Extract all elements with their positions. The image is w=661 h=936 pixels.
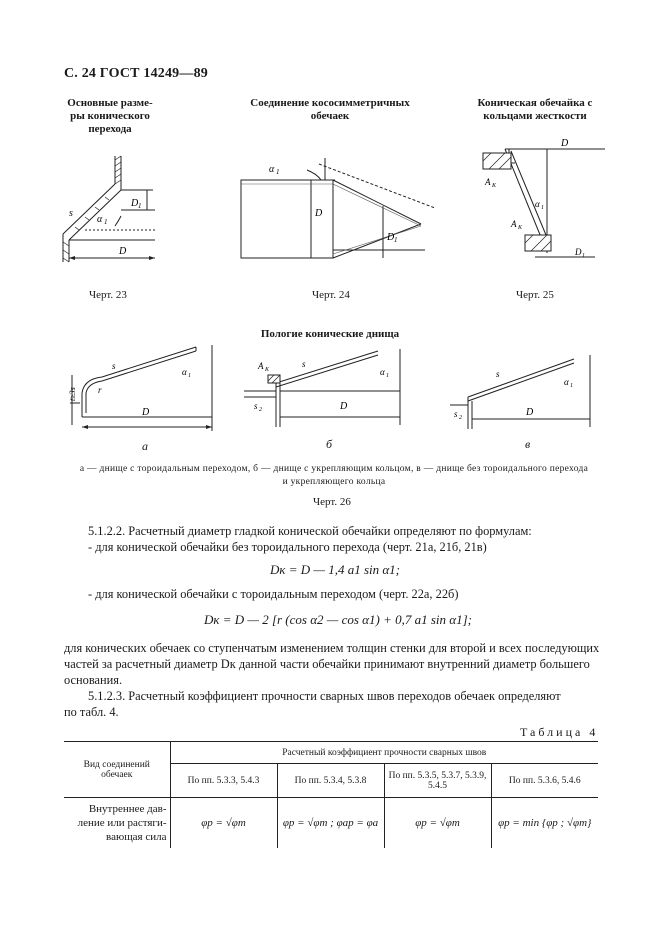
paragraph-5-1-2-2: 5.1.2.2. Расчетный диаметр гладкой конической обечайки определяют по формулам: <box>88 524 532 538</box>
fig23-s-label: s <box>69 208 73 219</box>
page-header: С. 24 ГОСТ 14249—89 <box>64 66 208 81</box>
table4-subheader: По пп. 5.3.5, 5.3.7, 5.3.9, 5.4.5 <box>384 764 491 798</box>
fig26b-letter: б <box>326 437 333 451</box>
paragraph-5-1-2-3 <box>64 688 604 720</box>
fig26a-letter: а <box>142 439 148 453</box>
fig26c-d-label: D <box>526 407 534 418</box>
fig26c-alpha-sub: 1 <box>570 383 573 389</box>
table4-subheader: По пп. 5.3.4, 5.3.8 <box>277 764 384 798</box>
table4-row-label-line: ление или растяги- <box>77 816 167 829</box>
fig24-drawing <box>235 150 435 270</box>
fig23-caption: Черт. 23 <box>89 289 127 301</box>
table4-cell: φр = √φт ; φар = φа <box>277 798 384 848</box>
fig24-d1-label: D <box>387 232 395 243</box>
fig26-title: Пологие конические днища <box>260 328 400 340</box>
fig26b-alpha-sub: 1 <box>386 373 389 379</box>
fig23-d-label: D <box>119 246 127 257</box>
fig23-title-line: перехода <box>88 123 132 135</box>
table4-subheader: По пп. 5.3.6, 5.4.6 <box>491 764 598 798</box>
fig25-d1-sub: 1 <box>582 253 585 259</box>
table4-cell: φр = √φт <box>384 798 491 848</box>
fig26a-alpha-sub: 1 <box>188 373 191 379</box>
fig23-title-line: Основные разме- <box>67 97 153 109</box>
fig26b-ak-sub: K <box>265 367 270 373</box>
table-4 <box>64 741 598 848</box>
fig24-title-line: обечаек <box>310 110 350 122</box>
fig23-alpha-label: α <box>97 214 103 225</box>
fig25-alpha-label: α <box>535 199 540 209</box>
paragraph-no-toroidal: - для конической обечайки без тороидального перехода (черт. 21а, 21б, 21в) <box>88 540 487 554</box>
fig25-drawing <box>475 135 615 270</box>
table4-subheader: По пп. 5.3.3, 5.4.3 <box>170 764 277 798</box>
fig26b-s-label: s <box>302 359 306 369</box>
fig26-legend <box>64 463 604 489</box>
fig26b-drawing <box>240 345 410 450</box>
formula-1: Dк = D — 1,4 a1 sin α1; <box>270 562 401 577</box>
fig24-title <box>240 97 420 123</box>
fig25-title-line: Коническая обечайка с <box>477 97 593 109</box>
fig26b-s2-sub: 2 <box>259 407 262 413</box>
fig25-title <box>465 97 605 123</box>
paragraph-line: основания. <box>64 673 123 687</box>
fig26c-letter: в <box>525 437 531 451</box>
fig24-caption: Черт. 24 <box>312 289 350 301</box>
fig23-drawing <box>45 150 165 272</box>
fig26b-ak-label: A <box>258 361 264 371</box>
fig25-d-label: D <box>561 138 569 149</box>
fig26c-s-label: s <box>496 369 500 379</box>
fig26c-s2-sub: 2 <box>459 415 462 421</box>
paragraph-stepped <box>64 640 604 688</box>
fig26a-s-label: s <box>112 361 116 371</box>
fig23-d1-sub: 1 <box>138 202 142 210</box>
fig26-caption: Черт. 26 <box>313 496 351 508</box>
table4-row-label <box>64 798 170 848</box>
fig23-title <box>58 97 162 136</box>
fig26b-alpha-label: α <box>380 367 385 377</box>
fig26b-d-label: D <box>340 401 348 412</box>
fig26c-s2-label: s <box>454 409 458 419</box>
fig24-d1-sub: 1 <box>394 236 398 244</box>
paragraph-line: частей за расчетный диаметр Dк данной части обечайки принимают внутренний диаметр большего <box>64 657 590 671</box>
fig26a-r-label: r <box>98 385 102 395</box>
fig25-d1-label: D <box>575 247 582 257</box>
fig25-alpha-sub: 1 <box>541 205 544 211</box>
table4-label: Таблица 4 <box>520 725 599 739</box>
fig25-ak1-label: A <box>485 177 491 187</box>
fig23-alpha-sub: 1 <box>104 218 108 226</box>
paragraph-line: 5.1.2.3. Расчетный коэффициент прочности сварных швов переходов обечаек определяют <box>88 689 561 703</box>
table4-row-label-line: Внутреннее дав- <box>88 802 167 815</box>
fig23-title-line: ры конического <box>70 110 150 122</box>
fig24-alpha-sub: 1 <box>276 168 280 176</box>
paragraph-line: по табл. 4. <box>64 705 119 719</box>
fig23-d1-label: D <box>131 198 139 209</box>
fig25-ak1-sub: K <box>492 183 497 189</box>
fig24-title-line: Соединение кососимметричных <box>250 97 410 109</box>
fig24-d-label: D <box>315 208 323 219</box>
fig25-caption: Черт. 25 <box>516 289 554 301</box>
table4-cell: φр = min {φр ; √φт} <box>491 798 598 848</box>
fig26-legend-line: и укрепляющего кольца <box>282 477 386 487</box>
table4-cell: φр = √φт <box>170 798 277 848</box>
table4-group-header: Расчетный коэффициент прочности сварных швов <box>170 742 598 764</box>
fig26c-drawing <box>440 345 600 450</box>
formula-2: Dк = D — 2 [r (cos α2 — cos α1) + 0,7 a1 sin α1]; <box>204 612 472 627</box>
fig26a-h-label: t≥3s <box>68 387 77 401</box>
fig25-ak2-sub: K <box>518 225 523 231</box>
table4-row-label-line: вающая сила <box>106 830 167 843</box>
fig26b-s2-label: s <box>254 401 258 411</box>
table4-col0-header: Вид соединений обечаек <box>64 742 170 798</box>
fig26a-d-label: D <box>142 407 150 418</box>
fig25-ak2-label: A <box>511 219 517 229</box>
fig25-title-line: кольцами жесткости <box>483 110 587 122</box>
paragraph-line: для конических обечаек со ступенчатым изменением толщин стенки для второй и всех последующих <box>64 641 600 655</box>
fig26a-drawing <box>62 345 222 450</box>
fig26c-alpha-label: α <box>564 377 569 387</box>
fig24-alpha-label: α <box>269 164 275 175</box>
fig26-legend-line: а — днище с тороидальным переходом, б — днище с укрепляющим кольцом, в — днище без тороидального перехода <box>79 464 589 474</box>
fig26a-alpha-label: α <box>182 367 187 377</box>
paragraph-toroidal: - для конической обечайки с тороидальным переходом (черт. 22а, 22б) <box>88 587 459 601</box>
